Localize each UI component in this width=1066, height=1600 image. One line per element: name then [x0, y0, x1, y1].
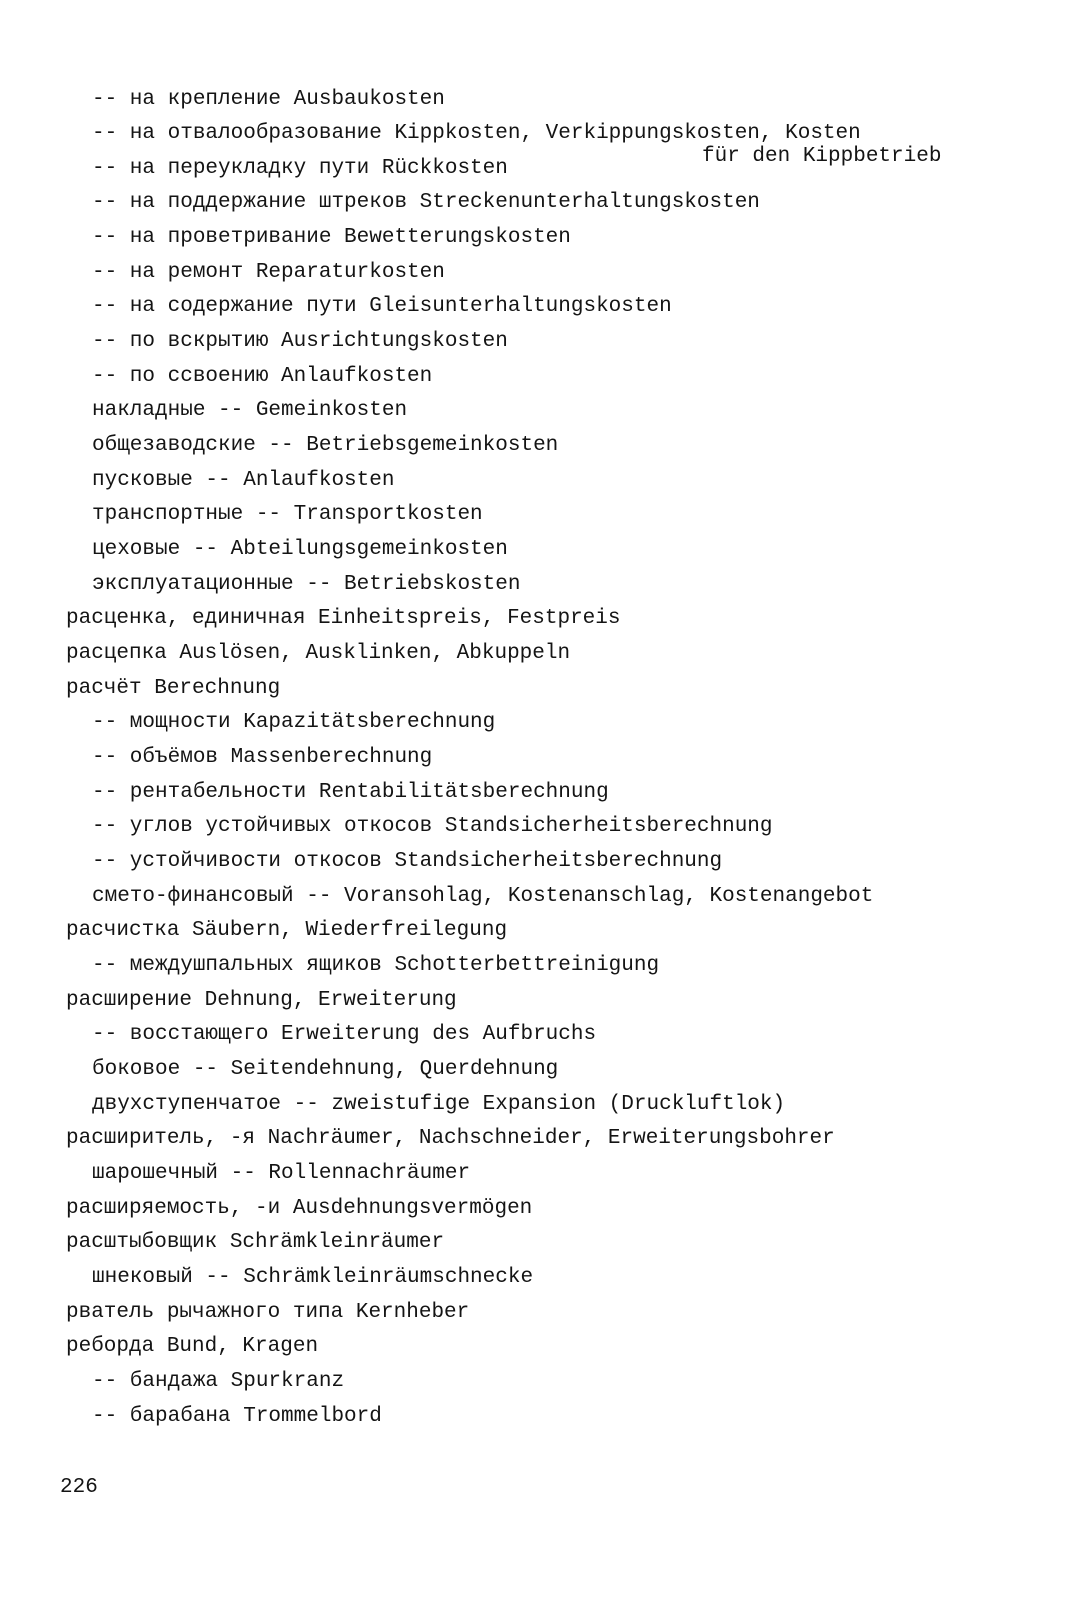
entry-line: -- на крепление Ausbaukosten: [92, 88, 445, 111]
entry-line: -- объёмов Massenberechnung: [92, 746, 433, 769]
entry-line: расширяемость, -и Ausdehnungsvermögen: [66, 1197, 533, 1220]
entry-line: -- устойчивости откосов Standsicherheitsberechnung: [92, 850, 723, 873]
entry-line: -- междушпальных ящиков Schotterbettreinigung: [92, 954, 660, 977]
entry-line: боковое -- Seitendehnung, Querdehnung: [92, 1058, 559, 1081]
entry-line: -- на поддержание штреков Streckenunterhaltungskosten: [92, 191, 760, 214]
entry-line: -- рентабельности Rentabilitätsberechnung: [92, 781, 609, 804]
entry-line: двухступенчатое -- zweistufige Expansion (Druckluftlok): [92, 1093, 786, 1116]
entry-line: расчистка Säubern, Wiederfreilegung: [66, 919, 508, 942]
entry-line: общезаводские -- Betriebsgemeinkosten: [92, 434, 559, 457]
entry-line: -- восстающего Erweiterung des Aufbruchs: [92, 1023, 597, 1046]
entry-line: эксплуатационные -- Betriebskosten: [92, 573, 521, 596]
entry-line: -- бандажа Spurkranz: [92, 1370, 345, 1393]
entry-line: смето-финансовый -- Voransohlag, Kostenanschlag, Kostenangebot: [92, 885, 874, 908]
entry-line: расцепка Auslösen, Ausklinken, Abkuppeln: [66, 642, 571, 665]
entry-line: расширение Dehnung, Erweiterung: [66, 989, 457, 1012]
entry-line: -- на проветривание Bewetterungskosten: [92, 226, 571, 249]
entry-line: рватель рычажного типа Kernheber: [66, 1301, 470, 1324]
entry-line: расштыбовщик Schrämkleinräumer: [66, 1231, 445, 1254]
entry-line: -- на отвалообразование Kippkosten, Verkippungskosten, Kosten: [92, 122, 861, 145]
entry-continuation: für den Kippbetrieb: [702, 145, 942, 168]
entry-line: -- на ремонт Reparaturkosten: [92, 261, 445, 284]
entry-line: -- по вскрытию Ausrichtungskosten: [92, 330, 508, 353]
entry-line: -- барабана Trommelbord: [92, 1405, 382, 1428]
entry-line: -- мощности Kapazitätsberechnung: [92, 711, 496, 734]
entry-line: накладные -- Gemeinkosten: [92, 399, 408, 422]
entry-line: транспортные -- Transportkosten: [92, 503, 483, 526]
entry-line: расширитель, -я Nachräumer, Nachschneider, Erweiterungsbohrer: [66, 1127, 835, 1150]
page-number: 226: [60, 1476, 98, 1499]
entry-line: шнековый -- Schrämkleinräumschnecke: [92, 1266, 534, 1289]
entry-line: пусковые -- Anlaufkosten: [92, 469, 395, 492]
entry-line: реборда Bund, Kragen: [66, 1335, 319, 1358]
entry-line: цеховые -- Abteilungsgemeinkosten: [92, 538, 508, 561]
entry-line: шарошечный -- Rollennachräumer: [92, 1162, 471, 1185]
entry-line: расценка, единичная Einheitspreis, Festpreis: [66, 607, 621, 630]
entry-line: расчёт Berechnung: [66, 677, 281, 700]
entry-line: -- на содержание пути Gleisunterhaltungskosten: [92, 295, 672, 318]
entry-line: -- по ссвоению Anlaufkosten: [92, 365, 433, 388]
entry-line: -- углов устойчивых откосов Standsicherheitsberechnung: [92, 815, 773, 838]
entry-line: -- на переукладку пути Rückkosten: [92, 157, 508, 180]
